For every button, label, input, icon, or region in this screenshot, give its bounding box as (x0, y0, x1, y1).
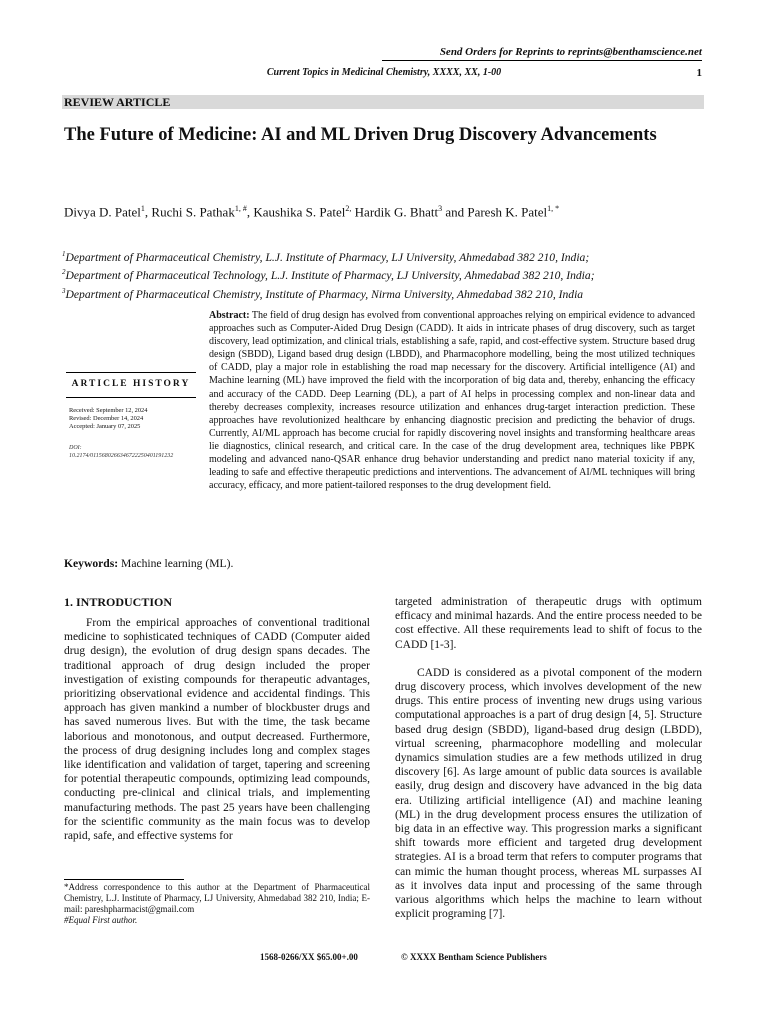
author-affiliation-mark: 3 (438, 204, 443, 213)
author-affiliation-mark: 1, # (234, 204, 247, 213)
abstract-label: Abstract: (209, 310, 250, 321)
history-top-rule (66, 372, 196, 373)
equal-author-note: #Equal First author. (64, 915, 138, 925)
revised-date: Revised: December 14, 2024 (69, 415, 144, 422)
history-bottom-rule (66, 397, 196, 398)
article-type-bar: REVIEW ARTICLE (62, 95, 704, 109)
accepted-date: Accepted: January 07, 2025 (69, 423, 141, 430)
article-history-title: ARTICLE HISTORY (71, 379, 191, 389)
abstract (209, 309, 695, 492)
body-column-left (64, 616, 370, 843)
abstract-text: The field of drug design has evolved from conventional approaches relying on empirical evidence to advanced approaches such as Computer-Aided Drug Design (CADD). It aids in intricate phases of drug discovery, such as target discovery, lead optimization, and clinical trials, establishing a safe, rapid, and cost-effective system. Structure based drug design (SBDD), Ligand based drug design (LBDD), and Pharmacophore modelling, being the most utilized techniques of CADD, play a major role in establishing the road map necessary for the discovery. Artificial intelligence (AI) and Machine learning (ML) have improved the field with the incorporation of big data and, thereby, enhancing the efficacy and accuracy of the CADD. Deep Learning (DL), a part of AI helps in processing complex and non-linear data and thereby decreases complexity, increases resource utilization and enhances drug-target interaction prediction. These approaches have revolutionized healthcare by enhancing diagnostic precision and predicting the behavior of drugs. Currently, AI/ML approach has become crucial for rapidly discovering novel insights and transforming healthcare areas lie diagnostics, clinical research, and critical care. In the case of the drug development area, techniques like PBPK modeling and advanced nano-QSAR enhance drug behavior understanding and predict nano material toxicity if any, leading to safe and effective therapeutic predictions and interventions. The advancement of AI/ML techniques will bring accuracy, efficacy, and more patient-tailored responses to the drug development field. (209, 310, 695, 492)
doi-block (69, 444, 209, 460)
author-name: Kaushika S. Patel (253, 204, 346, 220)
author-name: Divya D. Patel (64, 204, 141, 220)
affiliation-item: $^3$Department of Pharmaceutical Chemistry, Institute of Pharmacy, Nirma University, Ahmedabad 382 210, India (62, 286, 584, 301)
reprint-notice: Send Orders for Reprints to reprints@benthamscience.net (439, 46, 702, 58)
author-affiliation-mark: 1, * (547, 204, 560, 213)
author-name: Ruchi S. Pathak (151, 204, 235, 220)
issn-price: 1568-0266/XX $65.00+.00 (260, 952, 358, 962)
body-paragraph: From the empirical approaches of conventional traditional medicine to sophisticated techniques of CADD (Computer aided drug design), the evolution of drug design spans decades. The traditional approach of drug design included the proper investigation of existing compounds for therapeutic advantages, prioritizing observational evidence and accidental findings. This approach has given mankind a number of blockbuster drugs and has saved numerous lives. But with the time, the task became laborious and monotonous, and output decreased. Furthermore, the process of drug designing includes long and complex stages like identification and validation of target, tapering and screening for potential therapeutic compounds, optimizing lead compounds, conducting pre-clinical and clinical trials, and implementing manufacturing methods. The past 25 years have been challenging for the scientific community as the main focus was to develop rapid, safe, and effective systems for (64, 617, 370, 843)
body-paragraph: targeted administration of therapeutic drugs with optimum efficacy and minimal hazards. And the entire process needed to be cost effective. All these requirements lead to shift of focus to the CADD [1-3]. (395, 596, 702, 651)
publisher-copyright: © XXXX Bentham Science Publishers (401, 952, 547, 962)
author-affiliation-mark: 1 (140, 204, 145, 213)
affiliation-list (62, 247, 702, 302)
footnote (64, 882, 370, 926)
keywords-text: Machine learning (ML). (121, 557, 234, 570)
keywords-label: Keywords: (64, 557, 119, 570)
author-list: Divya D. Patel$^1$, Ruchi S. Pathak$^{1, \#}$, Kaushika S. Patel$^{2,}$ Hardik G. Bhatt$^3$ and Paresh K. Patel$^{1, *}$ (64, 204, 560, 220)
correspondence-note: *Address correspondence to this author at the Department of Pharmaceutical Chemistry, L.J. Institute of Pharmacy, LJ University, Ahmedabad 382 210, India; E-mail: pareshpharmacist@gmail.com (64, 882, 370, 914)
affiliation-item: $^1$Department of Pharmaceutical Chemistry, L.J. Institute of Pharmacy, LJ University, Ahmedabad 382 210, India; (62, 250, 590, 264)
footnote-rule (64, 879, 184, 880)
body-paragraph: CADD is considered as a pivotal component of the modern drug discovery process, which involves development of the new drugs. This entire process of inventing new drugs using various computational approaches is a part of drug design [4, 5]. Structure based drug design (SBDD), ligand-based drug design (LBDD), virtual screening, pharmacophore modelling and molecular dynamics simulation studies are a few methods utilized in drug discovery [6]. As large amount of public data sources is available easily, drug design and discovery have advanced in the big data era. Utilizing artificial intelligence (AI) and machine leaning (ML) in the drug development process ensures the utilization of big data in an effective way. This progression marks a significant shift towards more efficient and targeted drug development strategies. AI is a broad term that refers to computer programs that can mimic the human thought process, whereas ML surpasses AI as it involves data input and processing of the same through various algorithms which helps the machine to learn without explicit programing [7]. (395, 666, 702, 921)
author-name: Hardik G. Bhatt (354, 204, 439, 220)
author-name: Paresh K. Patel (467, 204, 548, 220)
page-number: 1 (696, 67, 702, 79)
section-heading-introduction: 1. INTRODUCTION (64, 595, 173, 609)
article-title: The Future of Medicine: AI and ML Driven Drug Discovery Advancements (64, 125, 657, 145)
affiliation-item: $^2$Department of Pharmaceutical Technology, L.J. Institute of Pharmacy, LJ University, Ahmedabad 382 210, India; (62, 268, 595, 283)
doi-label: DOI: (69, 445, 82, 451)
body-column-right (395, 595, 702, 921)
author-affiliation-mark: 2, (345, 204, 352, 213)
doi-link[interactable]: 10.2174/0115680266346722250401191232 (69, 453, 174, 459)
journal-citation: Current Topics in Medicinal Chemistry, XXXX, XX, 1-00 (266, 67, 502, 78)
reprint-underline (382, 60, 702, 61)
keywords (64, 557, 233, 570)
received-date: Received: September 12, 2024 (69, 407, 148, 414)
